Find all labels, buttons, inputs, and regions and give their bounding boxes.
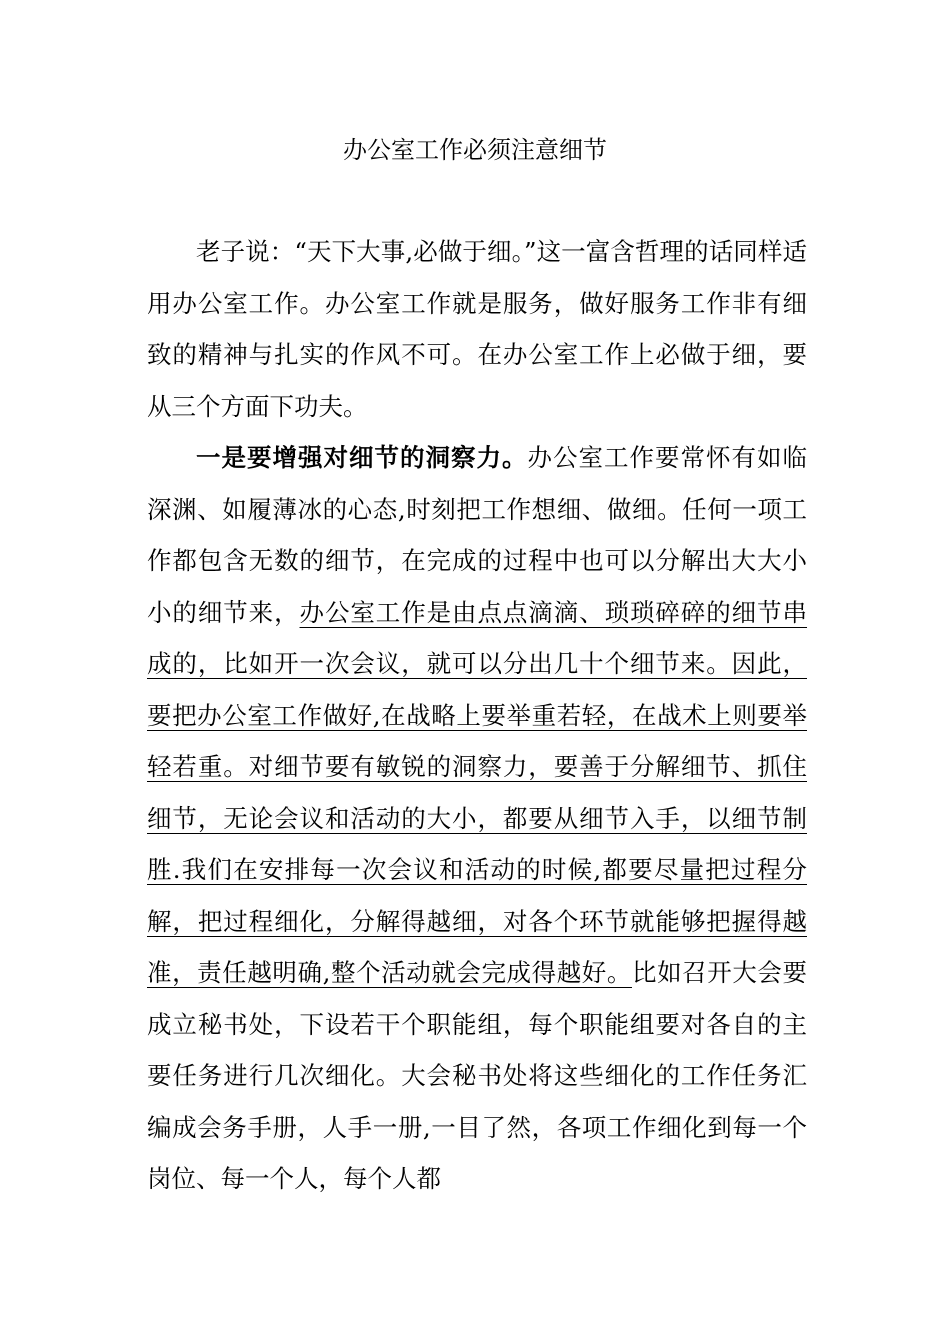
paragraph-intro: 老子说：“天下大事,必做于细。”这一富含哲理的话同样适用办公室工作。办公室工作就是服务，做好服务工作非有细致的精神与扎实的作风不可。在办公室工作上必做于细，要从三个方面下功夫。 [147,237,807,421]
paragraph-rest-text: 比如召开大会要成立秘书处，下设若干个职能组，每个职能组要对各自的主要任务进行几次细化。大会秘书处将这些细化的工作任务汇编成会务手册，人手一册,一目了然，各项工作细化到每一个岗位、每一个人，每个人都 [147,958,807,1193]
paragraph-detail-insight [147,432,807,1205]
document-title: 办公室工作必须注意细节 [343,136,607,164]
underlined-passage: 办公室工作是由点点滴滴、琐琐碎碎的细节串成的，比如开一次会议，就可以分出几十个细节来。因此，要把办公室工作做好,在战略上要举重若轻，在战术上则要举轻若重。对细节要有敏锐的洞察力，要善于分解细节、抓住细节，无论会议和活动的大小，都要从细节入手，以细节制胜.我们在安排每一次会议和活动的时候,都要尽量把过程分解，把过程细化，分解得越细，对各个环节就能够把握得越准，责任越明确,整个活动就会完成得越好。 [147,597,808,987]
paragraph-lead-heading: 一是要增强对细节的洞察力。 [196,443,528,472]
paragraph-intro-text: 办公室工作要常怀有如临深渊、如履薄冰的心态,时刻把工作想细、做细。任何一项工作都包含无数的细节，在完成的过程中也可以分解出大大小小的细节来， [147,443,807,627]
document-body [147,226,807,1205]
